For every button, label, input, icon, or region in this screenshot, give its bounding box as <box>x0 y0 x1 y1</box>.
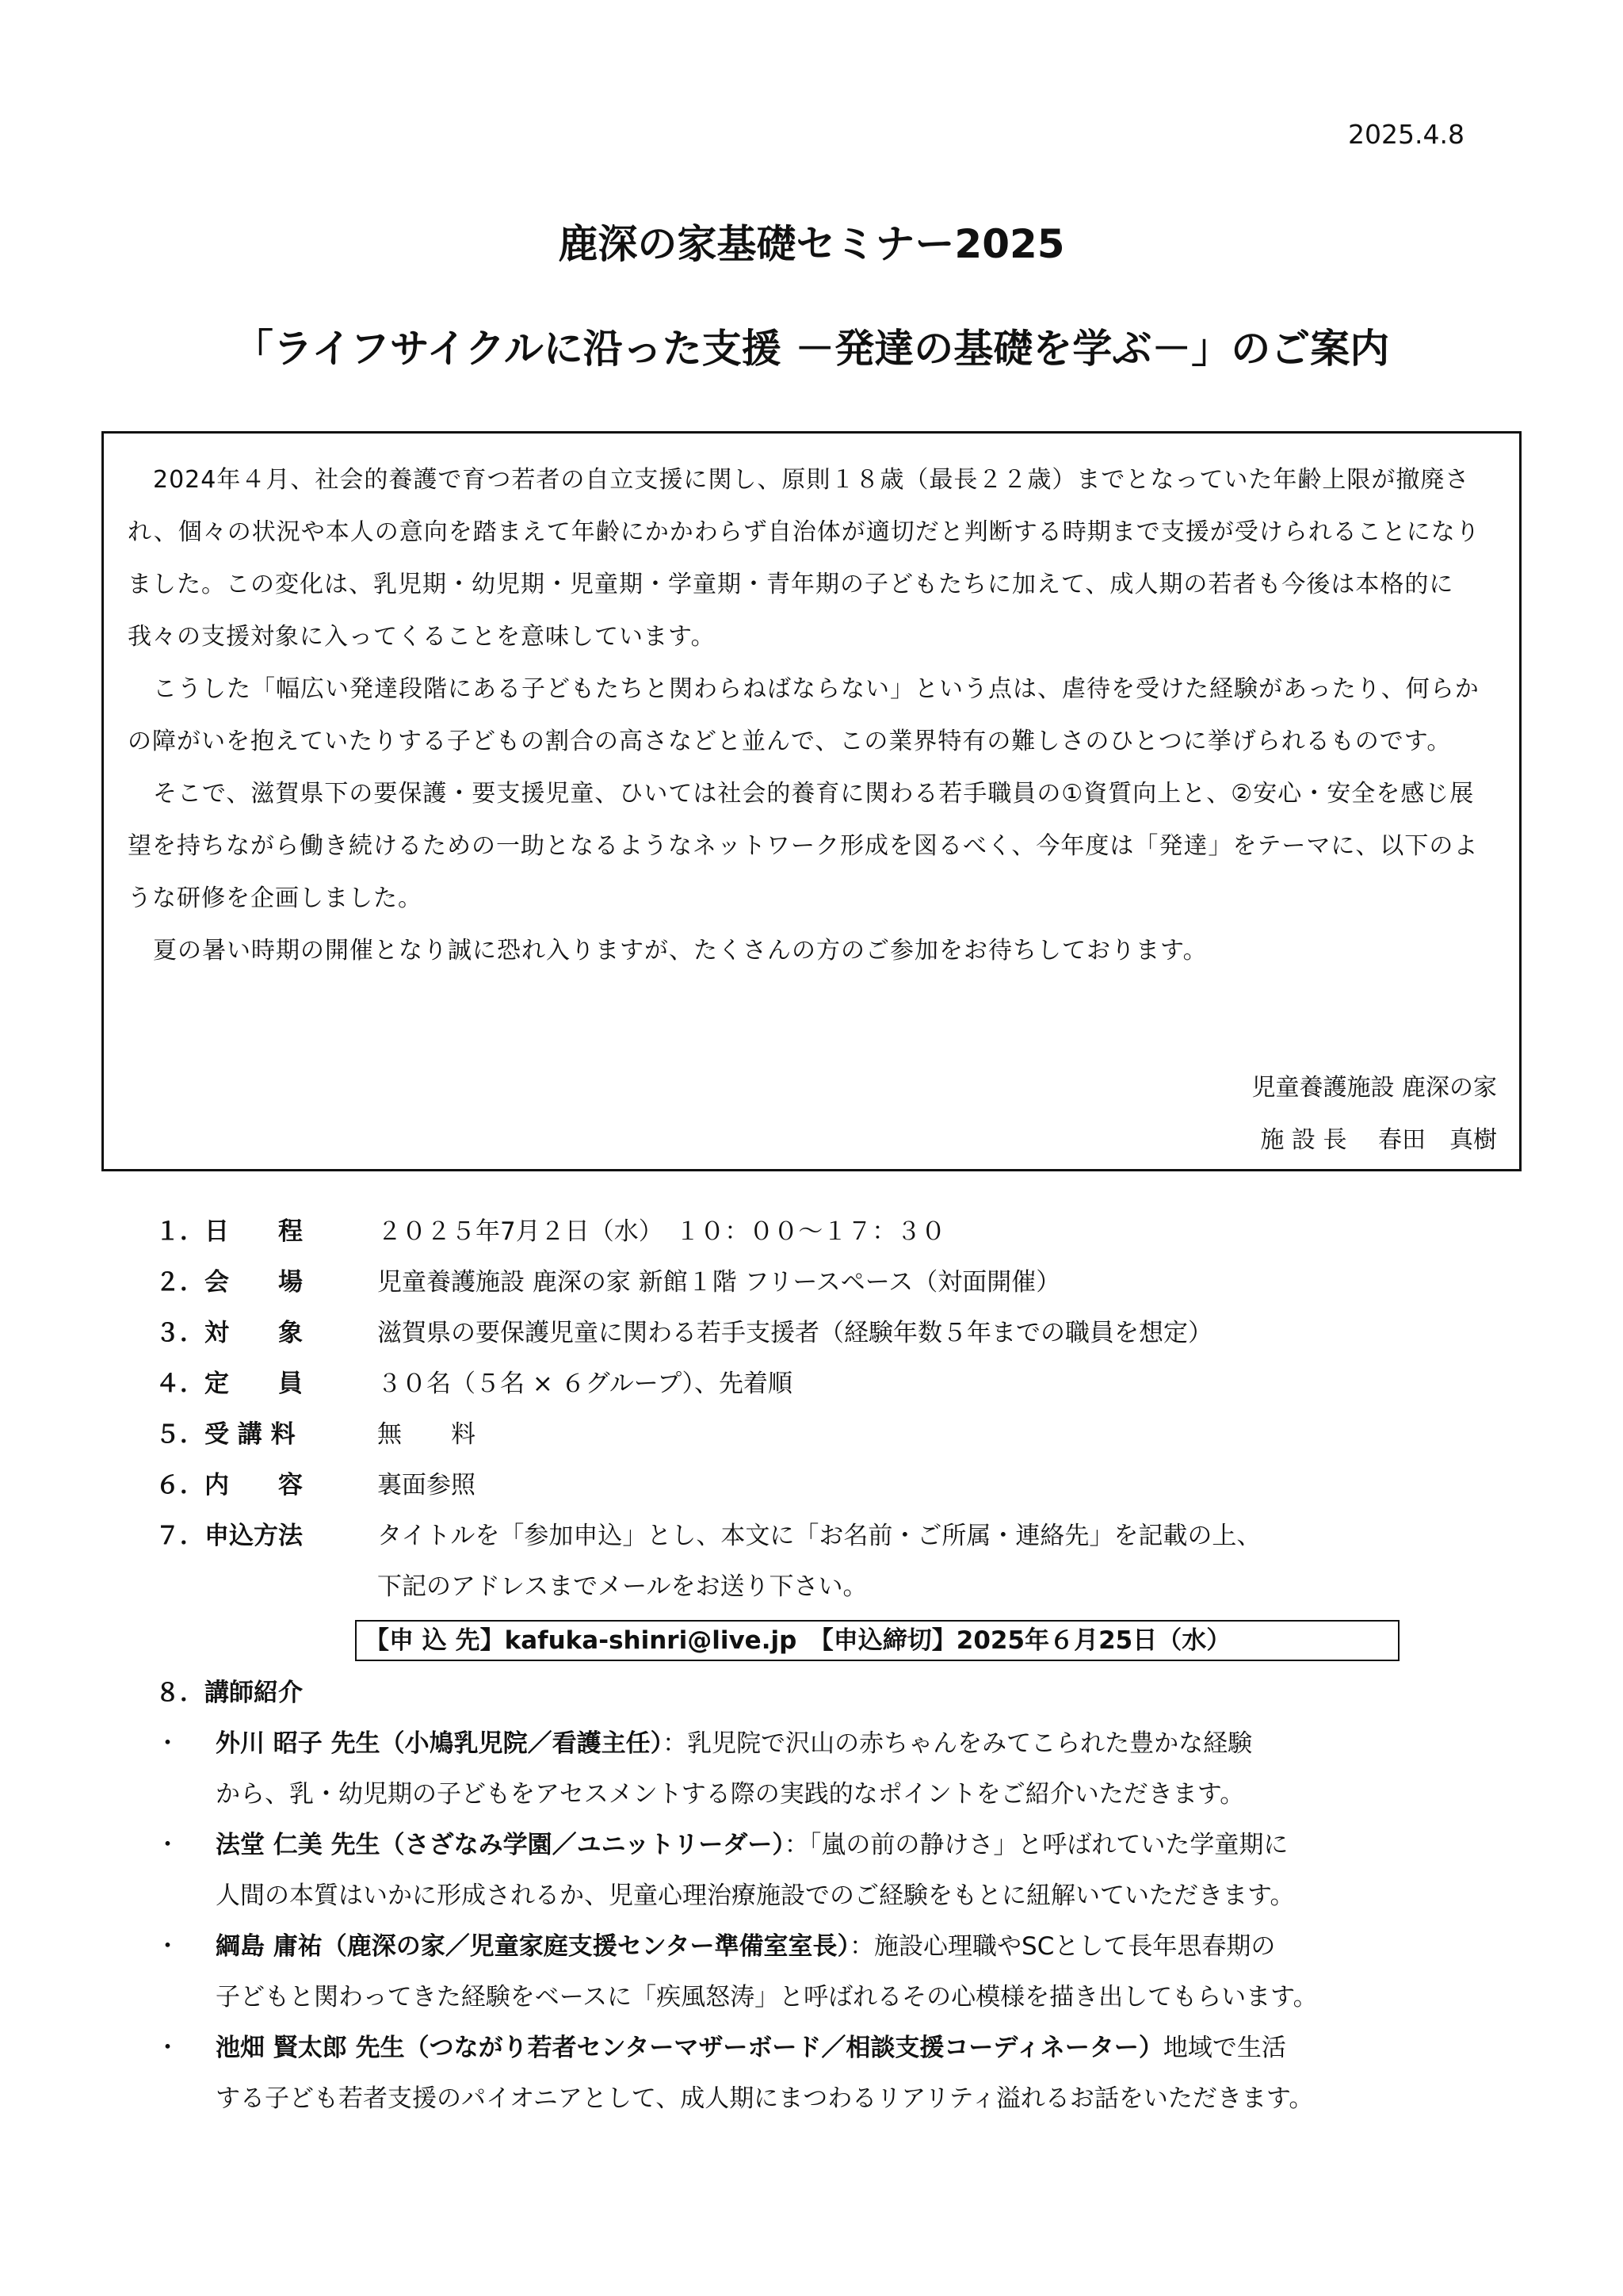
lecturer-desc: ：乳児院で沢山の赤ちゃんをみてこられた豊かな経験 <box>663 1729 1253 1758</box>
info-label: １．日 程 <box>155 1217 303 1246</box>
info-label: ３．対 象 <box>155 1319 303 1347</box>
info-value: 児童養護施設 鹿深の家 新館１階 フリースペース（対面開催） <box>377 1268 1061 1297</box>
lecturer-desc-cont: する子ども若者支援のパイオニアとして、成人期にまつわるリアリティ溢れるお話をいただきます。 <box>216 2084 1314 2113</box>
info-label: ６．内 容 <box>155 1471 303 1499</box>
info-label: ５．受 講 料 <box>155 1420 296 1449</box>
lecturer-name: 外川 昭子 先生（小鳩乳児院／看護主任） <box>216 1729 663 1758</box>
lecturer-desc: ：「嵐の前の静けさ」と呼ばれていた学童期に <box>784 1831 1289 1859</box>
info-value: ２０２５年7月２日（水） １０：００～１７：３０ <box>377 1217 946 1246</box>
info-value: タイトルを「参加申込」とし、本文に「お名前・ご所属・連絡先」を記載の上、 <box>377 1522 1262 1550</box>
info-row-content <box>155 1460 1518 1511</box>
lecturer-item <box>155 2023 1526 2124</box>
bullet: ・ <box>155 2034 180 2062</box>
seminar-subtitle: 「ライフサイクルに沿った支援 －発達の基礎を学ぶ－」のご案内 <box>233 326 1390 372</box>
organization-name: 児童養護施設 鹿深の家 <box>1251 1074 1497 1102</box>
info-value: 無 料 <box>377 1420 475 1449</box>
event-info-list <box>155 1206 1518 1612</box>
intro-paragraph-1: 2024年４月、社会的養護で育つ若者の自立支援に関し、原則１８歳（最長２２歳）までとなっていた年齢上限が撤廃され、個々の状況や本人の意向を踏まえて年齢にかかわらず自治体が適切だと判断する時期まで支援が受けられることになりました。この変化は、乳児期・幼児期・児童期・学童期・青年期の子どもたちに加えて、成人期の若者も今後は本格的に我々の支援対象に入ってくることを意味しています。 <box>128 466 1480 651</box>
info-value: 滋賀県の要保護児童に関わる若手支援者（経験年数５年までの職員を想定） <box>377 1319 1212 1347</box>
intro-paragraph-2: こうした「幅広い発達段階にある子どもたちと関わらねばならない」という点は、虐待を受けた経験があったり、何らかの障がいを抱えていたりする子どもの割合の高さなどと並んで、この業界特有の難しさのひとつに挙げられるものです。 <box>128 675 1480 755</box>
info-row-application <box>155 1511 1518 1561</box>
info-row-target <box>155 1308 1518 1358</box>
director-name: 施 設 長 春田 真樹 <box>1260 1126 1497 1154</box>
lecturer-name: 法堂 仁美 先生（さざなみ学園／ユニットリーダー） <box>216 1831 785 1859</box>
application-continuation: 下記のアドレスまでメールをお送り下さい。 <box>377 1572 868 1601</box>
info-value: 裏面参照 <box>377 1471 475 1499</box>
lecturer-item <box>155 1820 1526 1921</box>
intro-box <box>101 431 1522 1171</box>
lecturer-item <box>155 1921 1526 2023</box>
lecturers-heading: ８．講師紹介 <box>155 1679 303 1707</box>
bullet: ・ <box>155 1932 180 1961</box>
info-row-date <box>155 1206 1518 1257</box>
bullet: ・ <box>155 1831 180 1859</box>
bullet: ・ <box>155 1729 180 1758</box>
info-row-fee <box>155 1409 1518 1460</box>
intro-paragraph-4: 夏の暑い時期の開催となり誠に恐れ入りますが、たくさんの方のご参加をお待ちしております。 <box>153 937 1208 965</box>
application-address-box: 【申 込 先】kafuka-shinri@live.jp 【申込締切】2025年６月25日（水） <box>355 1620 1400 1661</box>
lecturer-desc-cont: 子どもと関わってきた経験をベースに「疾風怒涛」と呼ばれるその心模様を描き出してもらいます。 <box>216 1983 1318 2011</box>
lecturer-desc-cont: 人間の本質はいかに形成されるか、児童心理治療施設でのご経験をもとに紐解いていただきます。 <box>216 1881 1295 1910</box>
info-value: ３０名（５名 × ６グループ）、先着順 <box>377 1370 793 1398</box>
info-label: ２．会 場 <box>155 1268 303 1297</box>
lecturer-desc-cont: から、乳・幼児期の子どもをアセスメントする際の実践的なポイントをご紹介いただきます。 <box>216 1780 1245 1809</box>
intro-paragraph-3: そこで、滋賀県下の要保護・要支援児童、ひいては社会的養育に関わる若手職員の①資質向上と、②安心・安全を感じ展望を持ちながら働き続けるための一助となるようなネットワーク形成を図るべく、今年度は「発達」をテーマに、以下のような研修を企画しました。 <box>128 780 1479 912</box>
seminar-title: 鹿深の家基礎セミナー2025 <box>558 221 1065 267</box>
lecturer-desc: 地域で生活 <box>1163 2034 1286 2062</box>
document-date: 2025.4.8 <box>1348 119 1465 150</box>
info-row-venue <box>155 1257 1518 1308</box>
lecturer-name: 池畑 賢太郎 先生（つながり若者センターマザーボード／相談支援コーディネーター） <box>216 2034 1163 2062</box>
info-row-capacity <box>155 1358 1518 1409</box>
info-label: ４．定 員 <box>155 1370 303 1398</box>
info-label: ７．申込方法 <box>155 1522 303 1550</box>
lecturer-name: 綱島 庸祐（鹿深の家／児童家庭支援センター準備室室長） <box>216 1932 850 1961</box>
lecturer-item <box>155 1718 1526 1820</box>
lecturer-desc: ：施設心理職やSCとして長年思春期の <box>850 1932 1276 1961</box>
